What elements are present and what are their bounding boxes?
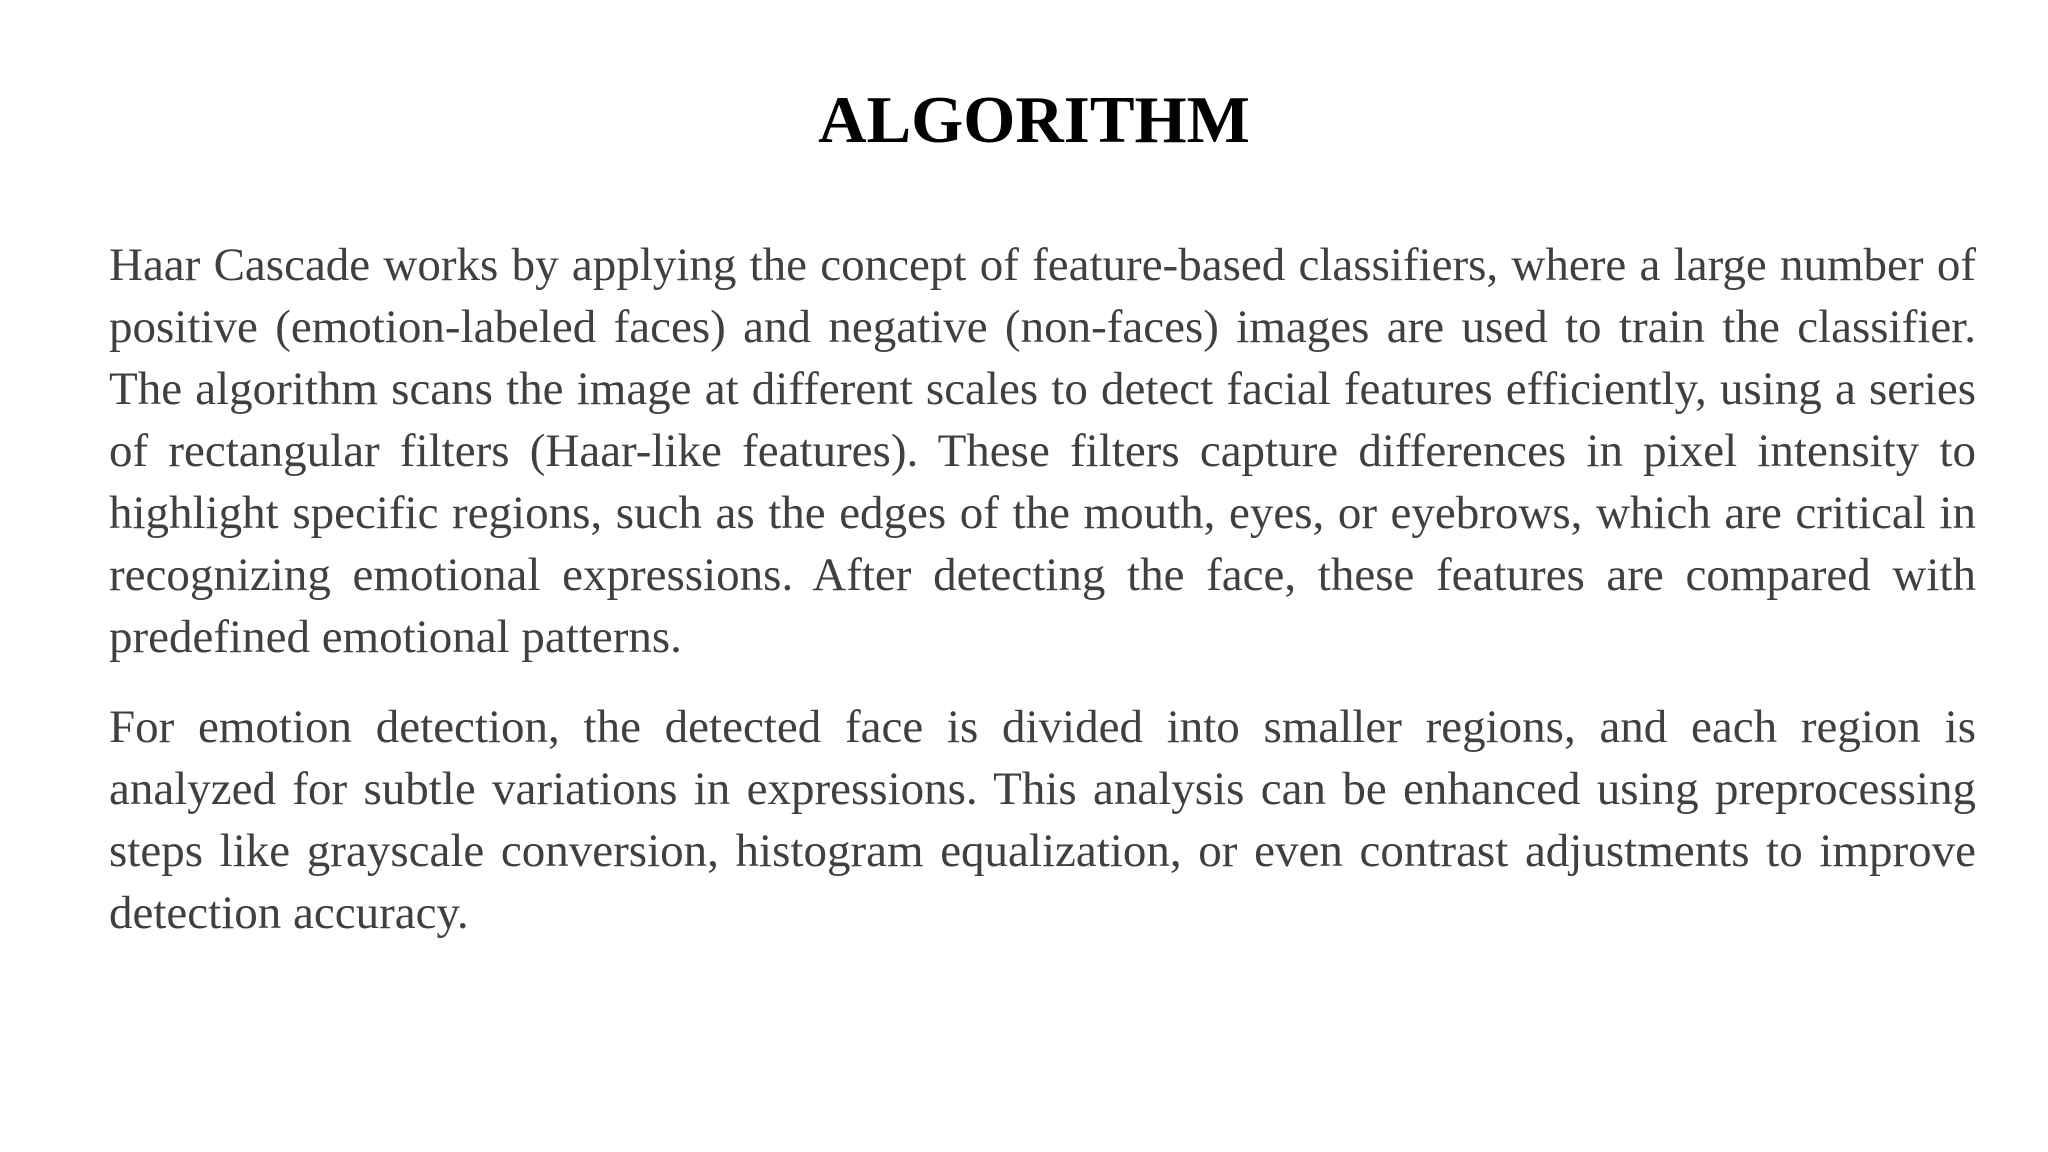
slide-body	[109, 234, 1976, 972]
slide-title: ALGORITHM	[818, 83, 1250, 157]
paragraph-haar-cascade: Haar Cascade works by applying the concept of feature-based classifiers, where a large number of positive (emotion-labeled faces) and negative (non-faces) images are used to train the classifier. The algorithm scans the image at different scales to detect facial features efficiently, using a series of rectangular filters (Haar-like features). These filters capture differences in pixel intensity to highlight specific regions, such as the edges of the mouth, eyes, or eyebrows, which are critical in recognizing emotional expressions. After detecting the face, these features are compared with predefined emotional patterns.	[109, 239, 1976, 663]
paragraph-emotion-detection: For emotion detection, the detected face is divided into smaller regions, and each region is analyzed for subtle variations in expressions. This analysis can be enhanced using preprocessing steps like grayscale conversion, histogram equalization, or even contrast adjustments to improve detection accuracy.	[109, 701, 1976, 939]
